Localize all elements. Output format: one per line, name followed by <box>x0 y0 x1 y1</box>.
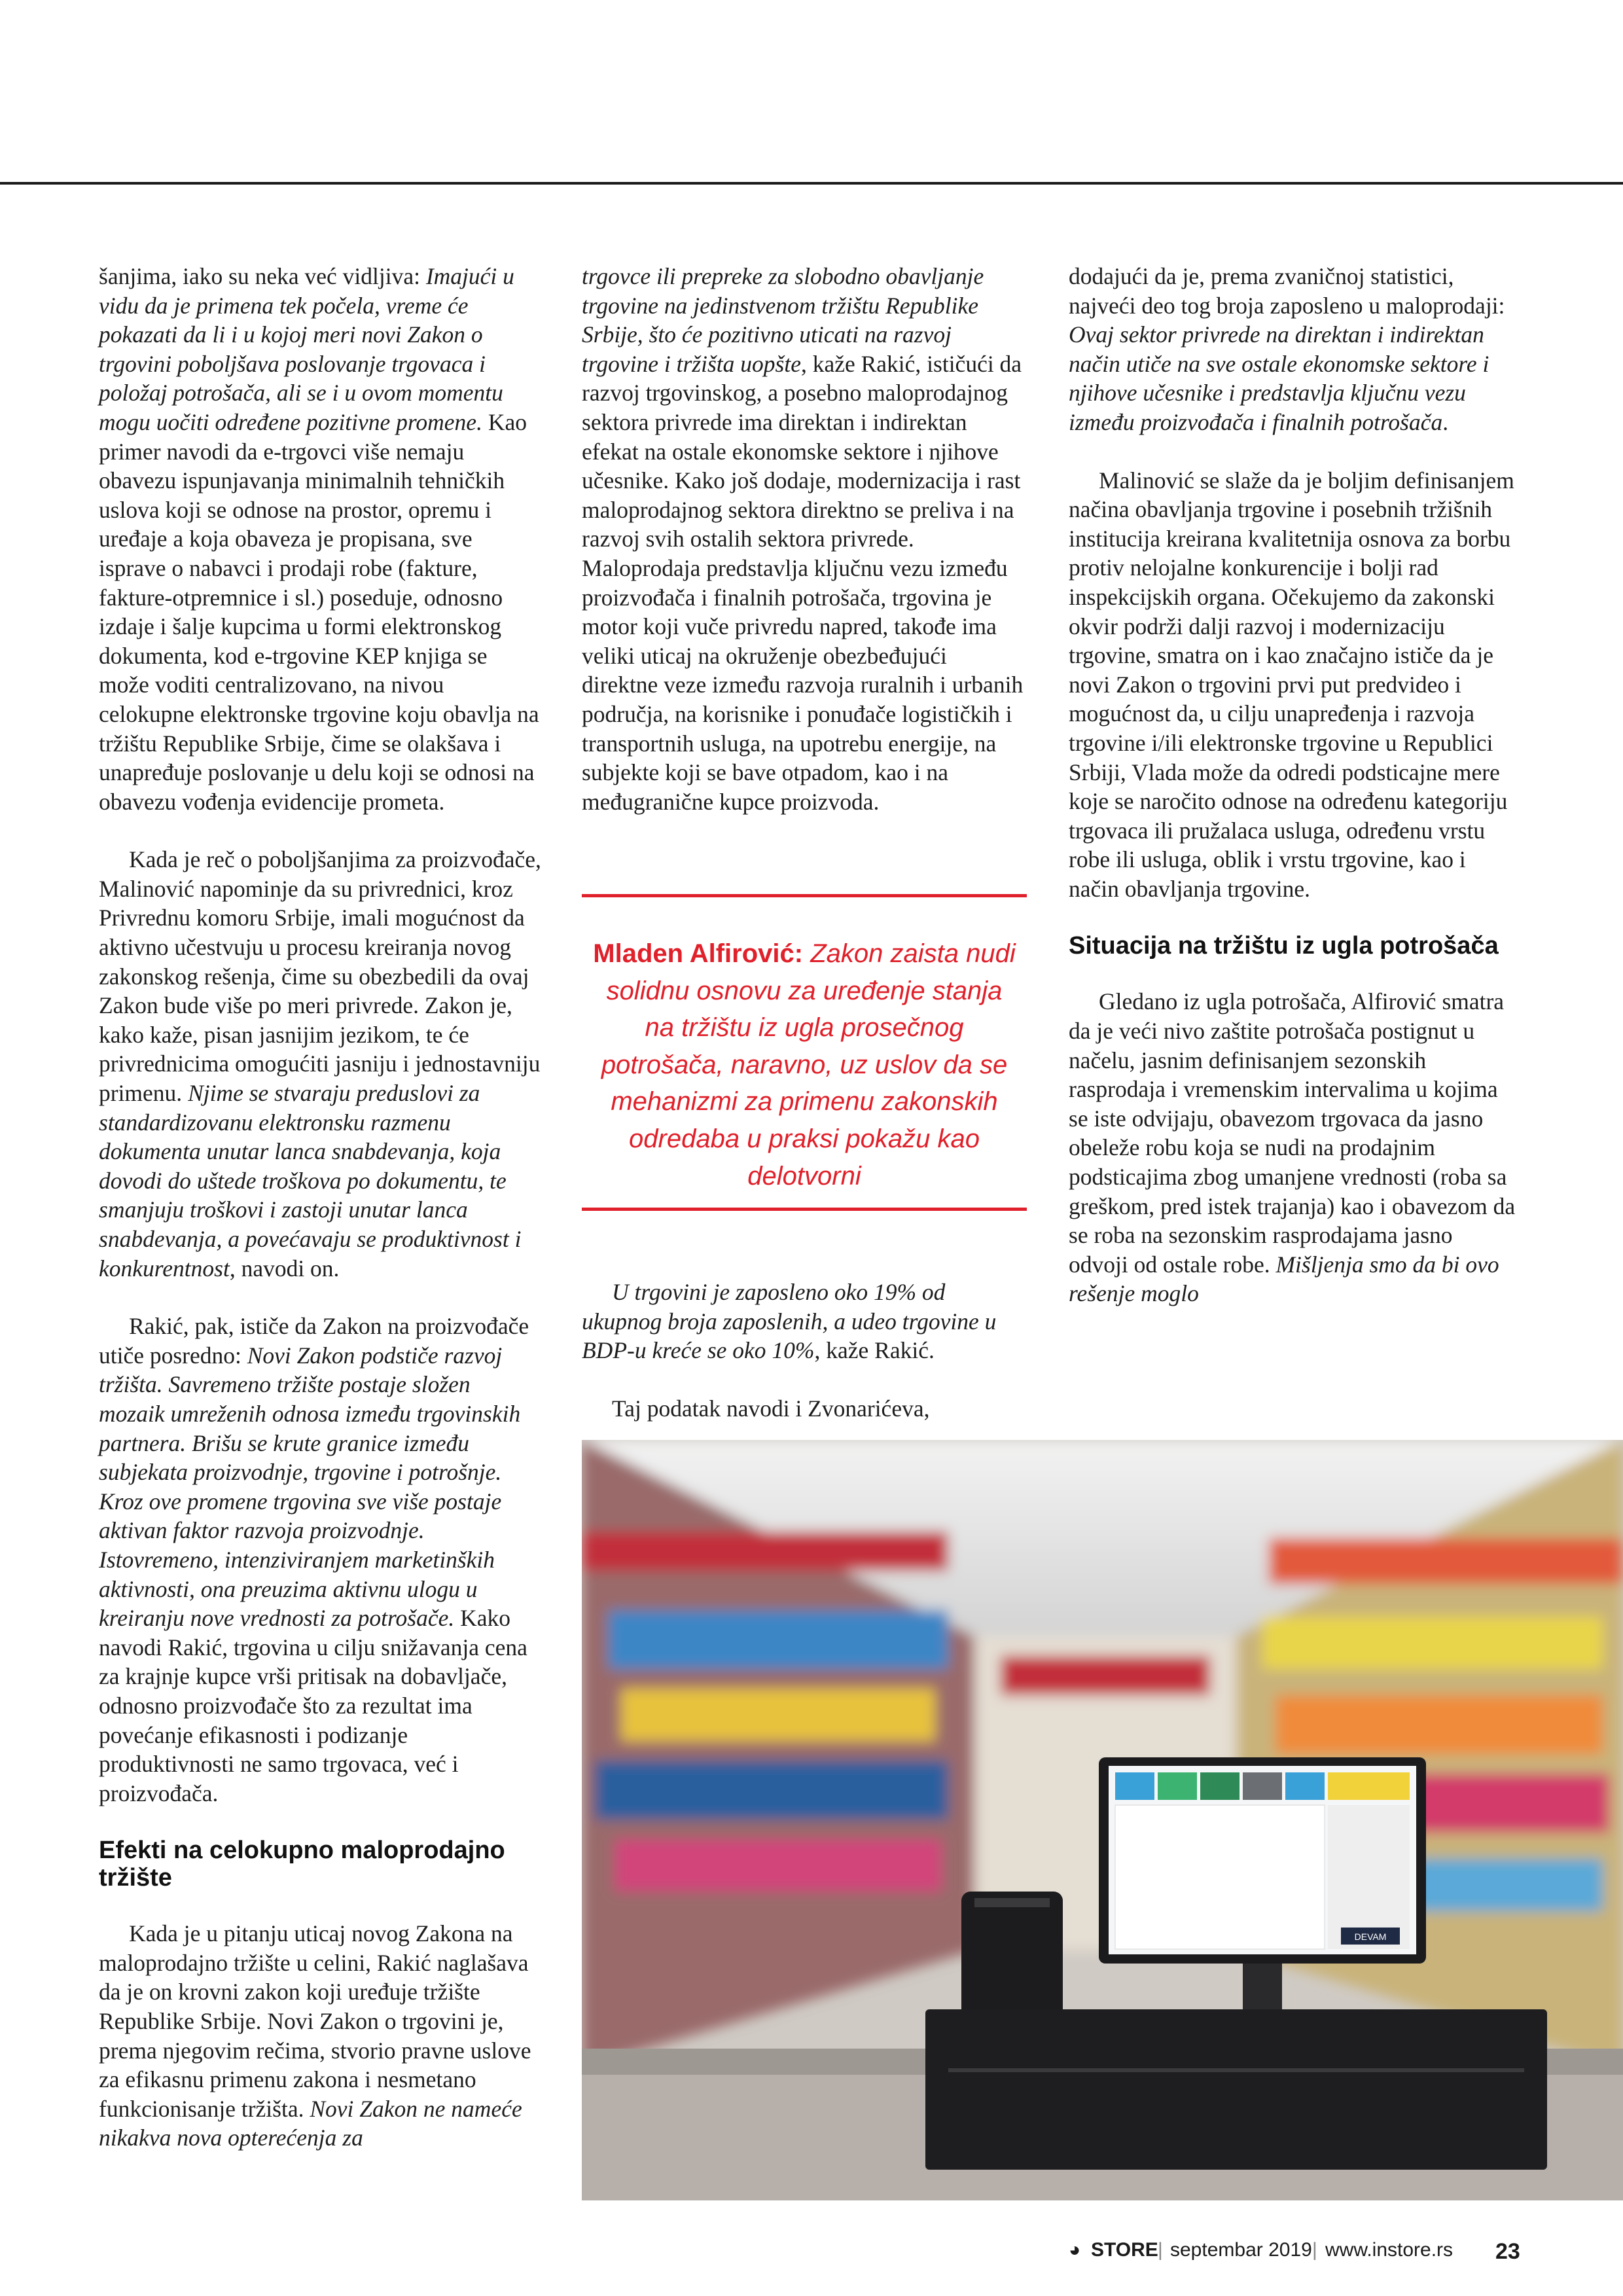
quote-text: Zakon zaista nudi solidnu osnovu za uređenje stanja na tržištu iz ugla prosečnog potrošača, naravno, uz uslov da se mehanizmi za primenu zakonskih odredaba u praksi pokažu kao delotvorni <box>601 939 1016 1191</box>
paragraph: Kada je u pitanju uticaj novog Zakona na maloprodajno tržište u celini, Rakić naglašava da je on krovni zakon koji uređuje tržište Republike Srbije. Novi Zakon o trgovini je, prema njegovim rečima, stvorio pravne uslove za efikasnu primenu zakona i nesmetano funkcionisanje tržišta. Novi Zakon ne nameće nikakva nova opterećenja za <box>99 1920 531 2151</box>
section-heading: Situacija na tržištu iz ugla potrošača <box>1069 932 1499 960</box>
paragraph: Kada je reč o poboljšanjima za proizvođače, Malinović napominje da su privrednici, kroz Privrednu komoru Srbije, imali mogućnost da aktivno učestvuju u procesu kreiranja novog zakonskog rešenja, čime su obezbedili da ovaj Zakon bude više po meri privrede. Zakon je, kako kaže, pisan jasnijim jezikom, te će privrednicima omogućiti jasniju i jednostavniju primenu. Njime se stvaraju preduslovi za standardizovanu elektronsku razmenu dokumenta unutar lanca snabdevanja, koja dovodi do uštede troškova po dokumentu, te smanjuju troškovi i zastoji unutar lanca snabdevanja, a povećavaju se produktivnost i konkurentnost, navodi on. <box>99 846 541 1282</box>
paragraph: dodajući da je, prema zvaničnoj statistici, najveći deo tog broja zaposleno u maloprodaji: Ovaj sektor privrede na direktan i indirektan način utiče na sve ostale ekonomske sektore i njihove učesnike i predstavlja ključnu vezu između proizvođača i finalnih potrošača. <box>1069 263 1505 435</box>
footer-separator: | <box>1158 2239 1163 2261</box>
paragraph: Gledano iz ugla potrošača, Alfirović smatra da je veći nivo zaštite potrošača postignut u načelu, jasnim definisanjem sezonskih rasprodaja i vremenskim intervalima u kojima se iste odvijaju, obavezom trgovaca da jasno obeleže robu koja se nudi na prodajnim podsticajima zbog umanjene vrednosti (roba sa greškom, pred istek trajanja) kao i obavezom da se roba na sezonskim rasprodajama jasno odvoji od ostale robe. Mišljenja smo da bi ovo rešenje moglo <box>1069 988 1516 1307</box>
article-column-3 <box>1069 262 1516 1308</box>
store-logo-icon: ◕ <box>1069 2239 1081 2261</box>
article-column-2 <box>582 262 1027 816</box>
footer-brand: STORE <box>1091 2239 1158 2261</box>
paragraph: trgovce ili prepreke za slobodno obavljanje trgovine na jedinstvenom tržištu Republike Srbije, što će pozitivno uticati na razvoj trgovine i tržišta uopšte, kaže Rakić, ističući da razvoj trgovinskog, a posebno maloprodajnog sektora privrede ima direktan i indirektan efekat na ostale ekonomske sektore i njihove učesnike. Kako još dodaje, modernizacija i rast maloprodajnog sektora direktno se preliva i na razvoj svih ostalih sektora privrede. Maloprodaja predstavlja ključnu vezu između proizvođača i finalnih potrošača, trgovina je motor koji vuče privredu napred, takođe ima veliki uticaj na okruženje obezbeđujući direktne veze između razvoja ruralnih i urbanih područja, na korisnike i ponuđače logističkih i transportnih usluga, na upotrebu energije, na subjekte koji se bave otpadom, kao i na međugranične kupce proizvoda. <box>582 263 1024 815</box>
paragraph: Rakić, pak, ističe da Zakon na proizvođače utiče posredno: Novi Zakon podstiče razvoj tržišta. Savremeno tržište postaje složen mozaik umreženih odnosa između trgovinskih partnera. Brišu se krute granice između subjekata proizvodnje, trgovine i potrošnje. Kroz ove promene trgovina sve više postaje aktivan faktor razvoja proizvodnje. Istovremeno, intenziviranjem marketinških aktivnosti, ona preuzima aktivnu ulogu u kreiranju nove vrednosti za potrošače. Kako navodi Rakić, trgovina u cilju snižavanja cena za krajnje kupce vrši pritisak na dobavljače, odnosno proizvođače što za rezultat ima povećanje efikasnosti i podizanje produktivnosti ne samo trgovaca, već i proizvođača. <box>99 1313 529 1806</box>
quote-author: Mladen Alfirović: <box>593 939 804 968</box>
footer-url[interactable]: www.instore.rs <box>1325 2239 1454 2261</box>
paragraph: šanjima, iako su neka već vidljiva: Imajući u vidu da je primena tek počela, vreme će pokazati da li i u kojoj meri novi Zakon o trgovini poboljšava poslovanje trgovaca i položaj potrošača, ali se i u ovom momentu mogu uočiti određene pozitivne promene. Kao primer navodi da e-trgovci više nemaju obavezu ispunjavanja minimalnih tehničkih uslova koji se odnose na prostor, opremu i uređaje a koja obaveza je propisana, sve isprave o nabavci i prodaji robe (fakture, fakture-otpremnice i sl.) poseduje, odnosno izdaje i šalje kupcima u formi elektronskog dokumenta, kod e-trgovine KEP knjiga se može voditi centralizovano, na nivou celokupne elektronske trgovine koju obavlja na tržištu Republike Srbije, čime se olakšava i unapređuje poslovanje u delu koji se odnosi na obavezu vođenja evidencije prometa. <box>99 263 539 815</box>
pull-quote <box>582 894 1027 1211</box>
top-rule <box>0 182 1623 185</box>
section-heading: Efekti na celokupno maloprodajno tržište <box>99 1837 505 1892</box>
paragraph: Taj podatak navodi i Zvonarićeva, <box>612 1395 930 1422</box>
footer-separator: | <box>1312 2239 1317 2261</box>
paragraph: U trgovini je zaposleno oko 19% od ukupnog broja zaposlenih, a udeo trgovine u BDP-u kreće se oko 10%, kaže Rakić. <box>582 1279 997 1364</box>
page-number: 23 <box>1495 2239 1520 2264</box>
paragraph: Malinović se slaže da je boljim definisanjem načina obavljanja trgovine i posebnih tržišnih institucija kreirana kvalitetnija osnova za borbu protiv nelojalne konkurencije i bolji rad inspekcijskih organa. Očekujemo da zakonski okvir podrži dalji razvoj i modernizaciju trgovine, smatra on i kao značajno ističe da je novi Zakon o trgovini prvi put predvideo i mogućnost da, u cilju unapređenja i razvoja trgovine i/ili elektronske trgovine u Republici Srbiji, Vlada može da odredi podsticajne mere koje se naročito odnose na određenu kategoriju trgovaca ili pružalaca usluga, određenu vrstu robe ili usluga, oblik i vrstu trgovine, kao i način obavljanja trgovine. <box>1069 467 1514 902</box>
pos-terminal-photo <box>582 1440 1623 2200</box>
page-footer <box>1069 2239 1546 2268</box>
footer-date: septembar 2019 <box>1170 2239 1312 2261</box>
article-column-1 <box>99 262 541 2153</box>
screen-button-label: DEVAM <box>1354 1931 1387 1942</box>
article-column-2-continued <box>582 1278 1027 1423</box>
pos-photo-illustration <box>582 1440 1623 2200</box>
